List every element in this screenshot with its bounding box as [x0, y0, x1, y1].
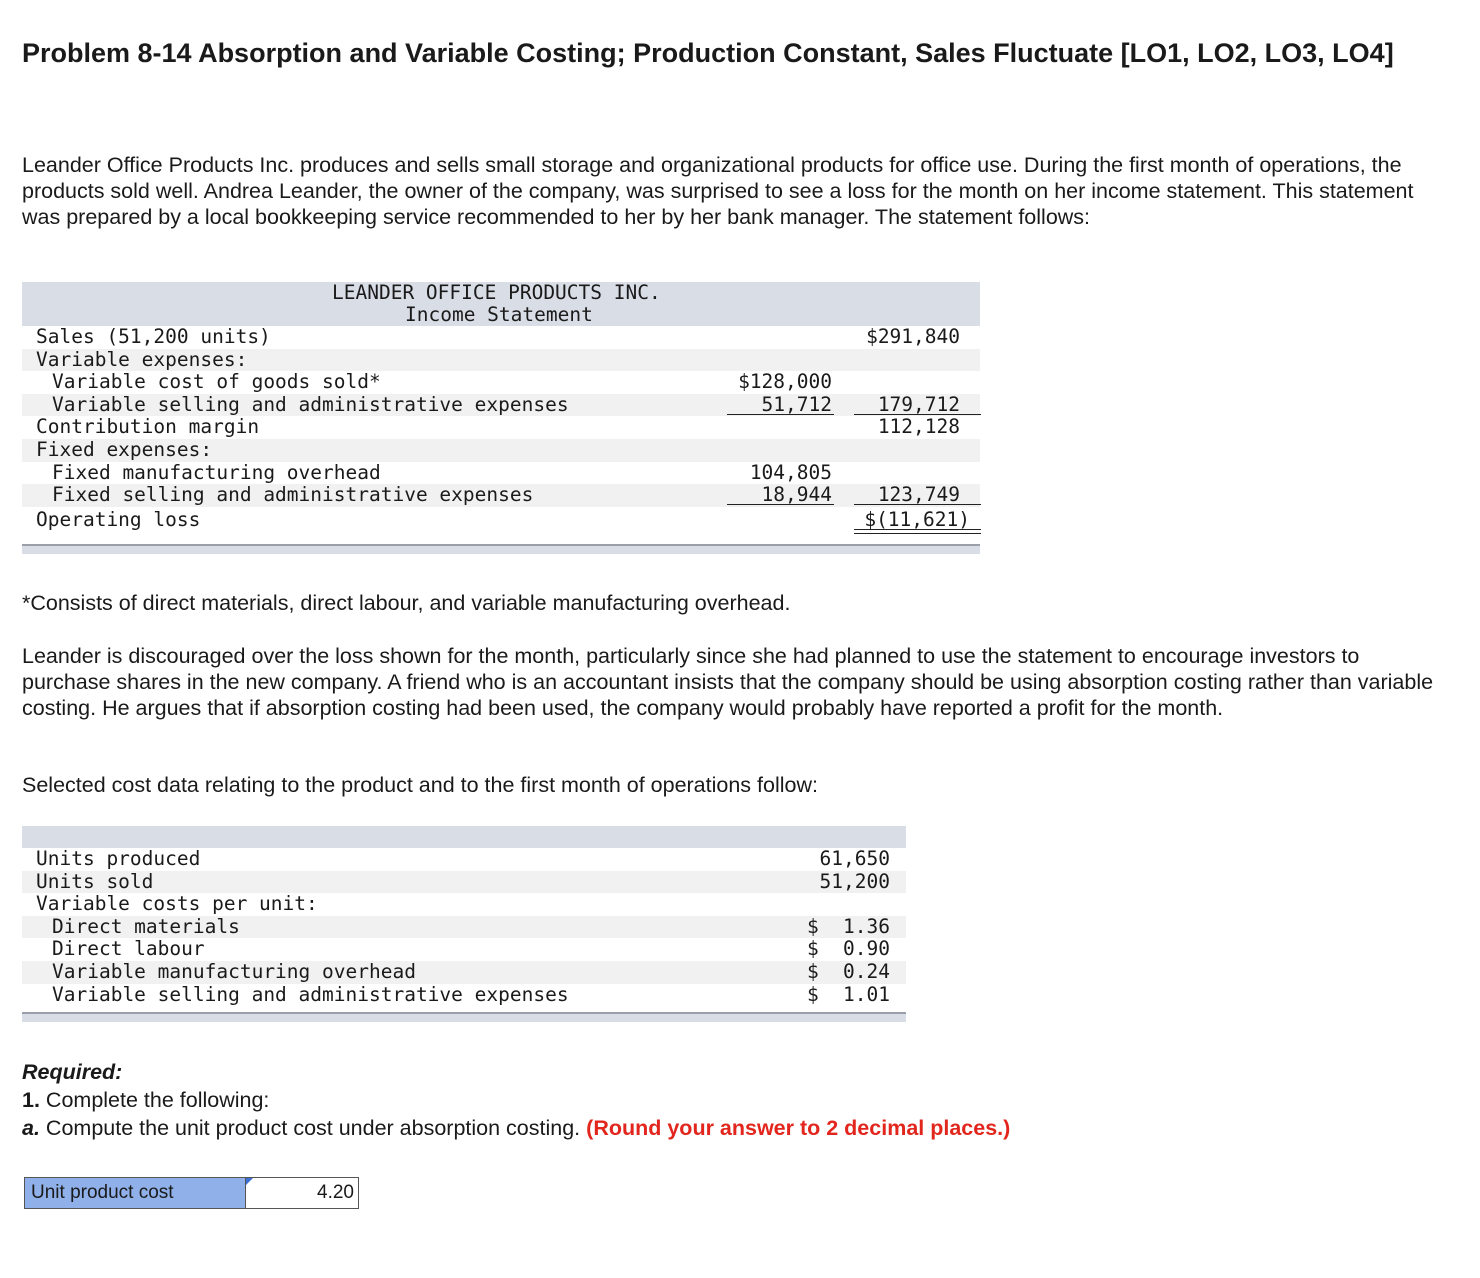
- row-total: $291,840: [866, 325, 960, 348]
- table-row: [22, 961, 906, 984]
- statement-header: [22, 282, 980, 326]
- problem-title: Problem 8-14 Absorption and Variable Costing; Production Constant, Sales Fluctuate [LO1, LO2, LO3, LO4]: [22, 38, 1394, 68]
- table-row: [22, 326, 980, 349]
- row-total: 123,749: [877, 483, 960, 507]
- required-heading: Required:: [22, 1060, 123, 1084]
- table-row: [22, 484, 980, 507]
- dollar-sign: $: [807, 937, 819, 961]
- row-amount: 51,712: [761, 392, 832, 416]
- cost-data-table: [22, 826, 906, 1006]
- table-row: [22, 507, 980, 533]
- row-label: Direct materials: [52, 914, 240, 938]
- row-total: $(11,621): [864, 507, 970, 531]
- underline: [854, 504, 981, 505]
- row-amount: 18,944: [761, 483, 832, 507]
- row-total: 112,128: [877, 415, 960, 439]
- table-row: [22, 462, 980, 485]
- row-value: 0.90: [843, 937, 890, 961]
- answer-row: [24, 1177, 359, 1209]
- intro-paragraph: Leander Office Products Inc. produces and sells small storage and organizational products for office use. During the first month of operations, the products sold well. Andrea Leander, the owner of the company, was surprised to see a loss for the month on her income statement. This statement was prepared by a local bookkeeping service recommended to her by her bank manager. The statement follows:: [22, 153, 1414, 229]
- dollar-sign: $: [807, 982, 819, 1006]
- row-label: Units produced: [36, 847, 201, 870]
- row-value: 1.01: [843, 982, 890, 1006]
- required-item-a: a. Compute the unit product cost under absorption costing. (Round your answer to 2 decimal places.): [22, 1116, 1011, 1140]
- statement-name: Income Statement: [405, 303, 593, 326]
- row-label: Contribution margin: [36, 415, 260, 439]
- row-label: Variable cost of goods sold*: [52, 370, 381, 394]
- row-label: Fixed selling and administrative expenses: [52, 483, 534, 507]
- row-label: Units sold: [36, 869, 154, 893]
- table-row: [22, 848, 906, 871]
- row-label: Fixed manufacturing overhead: [52, 460, 381, 484]
- statement-company: LEANDER OFFICE PRODUCTS INC.: [332, 281, 661, 304]
- table-row: [22, 938, 906, 961]
- row-label: Direct labour: [52, 937, 205, 961]
- row-value: 51,200: [819, 869, 890, 893]
- row-amount: $128,000: [738, 370, 832, 394]
- income-statement: [22, 282, 980, 533]
- table-row: [22, 371, 980, 394]
- row-label: Variable costs per unit:: [36, 892, 318, 916]
- double-underline-top: [854, 529, 981, 530]
- row-label: Variable manufacturing overhead: [52, 959, 416, 983]
- row-amount: 104,805: [749, 460, 832, 484]
- footnote: *Consists of direct materials, direct labour, and variable manufacturing overhead.: [22, 591, 791, 615]
- dollar-sign: $: [807, 959, 819, 983]
- dollar-sign: $: [807, 914, 819, 938]
- table-row: [22, 893, 906, 916]
- row-label: Sales (51,200 units): [36, 325, 271, 348]
- row-label: Variable selling and administrative expenses: [52, 982, 569, 1006]
- required-item-1: 1. Complete the following:: [22, 1088, 270, 1112]
- table-row: [22, 871, 906, 894]
- table-row: [22, 416, 980, 439]
- rounding-note: (Round your answer to 2 decimal places.): [586, 1116, 1011, 1140]
- table-row: [22, 916, 906, 939]
- table-row: [22, 984, 906, 1007]
- underline: [727, 414, 834, 415]
- table-header: [22, 826, 906, 848]
- table-row: [22, 394, 980, 417]
- row-value: 61,650: [819, 847, 890, 870]
- row-value: 0.24: [843, 959, 890, 983]
- table-footer-bar: [22, 1012, 906, 1022]
- table-row: [22, 349, 980, 372]
- row-label: Variable selling and administrative expenses: [52, 392, 569, 416]
- row-total: 179,712: [877, 392, 960, 416]
- row-label: Fixed expenses:: [36, 437, 213, 461]
- statement-footer-bar: [22, 544, 980, 554]
- discussion-paragraph: Leander is discouraged over the loss shown for the month, particularly since she had planned to use the statement to encourage investors to purchase shares in the new company. A friend who is an accountant insists that the company should be using absorption costing rather than variable costing. He argues that if absorption costing had been used, the company would probably have reported a profit for the month.: [22, 644, 1434, 720]
- row-label: Operating loss: [36, 507, 201, 531]
- underline: [727, 504, 834, 505]
- unit-product-cost-input[interactable]: 4.20: [246, 1177, 359, 1209]
- row-value: 1.36: [843, 914, 890, 938]
- unit-product-cost-label: Unit product cost: [24, 1177, 246, 1209]
- double-underline-bottom: [854, 533, 981, 534]
- required-section: [22, 1058, 1010, 1142]
- row-label: Variable expenses:: [36, 347, 248, 371]
- table-row: [22, 439, 980, 462]
- cost-data-intro: Selected cost data relating to the product and to the first month of operations follow:: [22, 773, 818, 797]
